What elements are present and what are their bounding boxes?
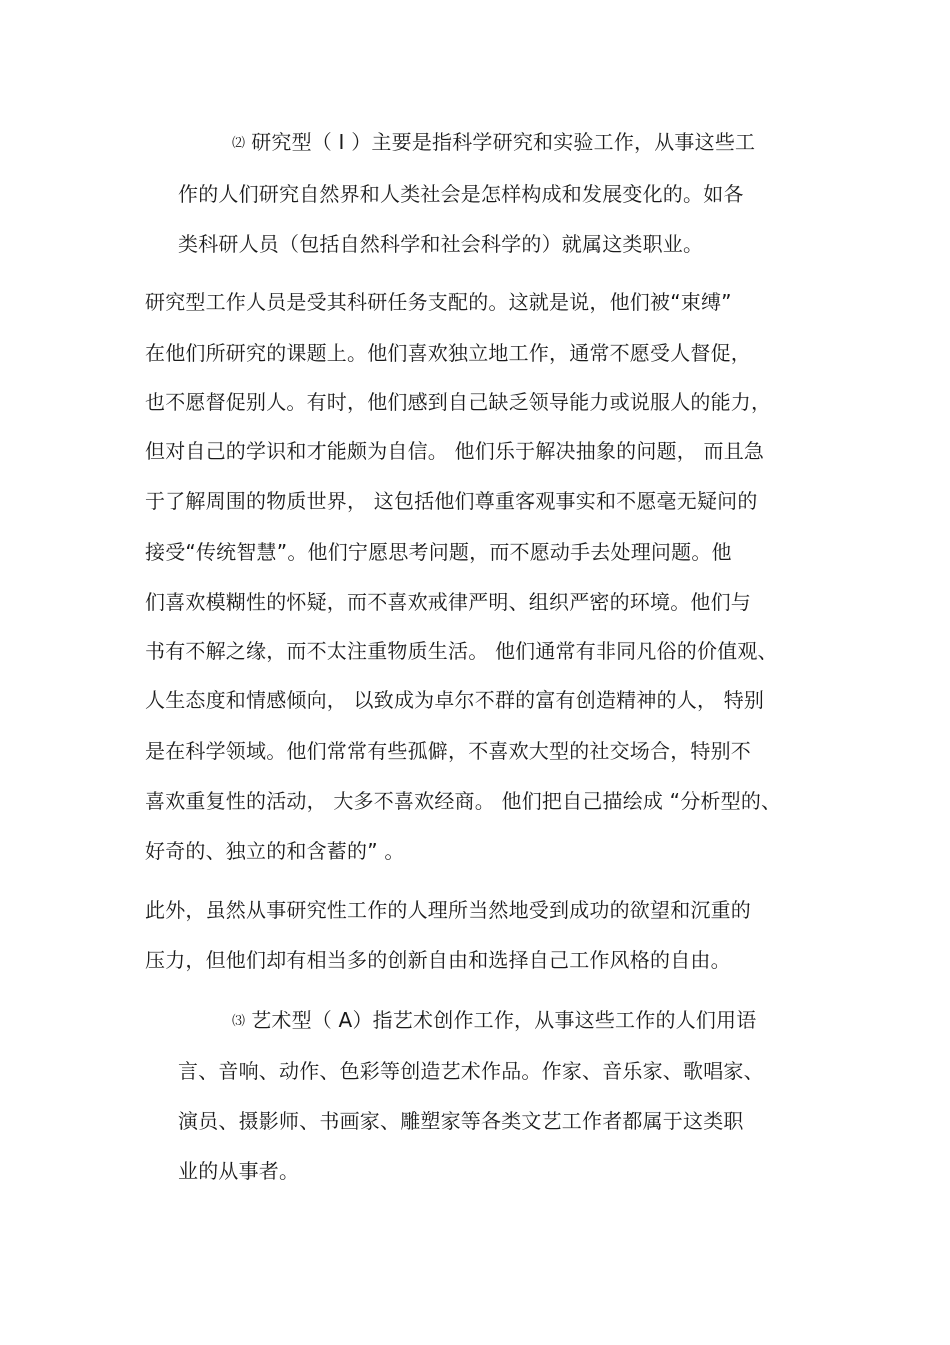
paragraph-traits-line-1: 研究型工作人员是受其科研任务支配的。这就是说，他们被“束缚” [145, 290, 732, 314]
line-text: 研究型（ I ）主要是指科学研究和实验工作，从事这些工 [251, 130, 756, 154]
paragraph-artistic-line-2: 言、音响、动作、色彩等创造艺术作品。作家、音乐家、歌唱家、 [178, 1059, 764, 1083]
paragraph-traits-line-12: 好奇的、独立的和含蓄的” 。 [145, 839, 405, 863]
line-text: 艺术型（ A）指艺术创作工作，从事这些工作的人们用语 [251, 1008, 757, 1032]
list-marker: ⑵ [232, 136, 246, 151]
paragraph-research-line-1 [232, 129, 755, 157]
paragraph-traits-line-6: 接受“传统智慧”。他们宁愿思考问题，而不愿动手去处理问题。他 [145, 540, 732, 564]
paragraph-research-line-3: 类科研人员（包括自然科学和社会科学的）就属这类职业。 [178, 232, 704, 256]
paragraph-traits-line-8: 书有不解之缘，而不太注重物质生活。 他们通常有非同凡俗的价值观、 [145, 639, 778, 663]
paragraph-traits-line-10: 是在科学领域。他们常常有些孤僻，不喜欢大型的社交场合，特别不 [145, 739, 751, 763]
list-marker: ⑶ [232, 1014, 246, 1029]
paragraph-freedom-line-1: 此外，虽然从事研究性工作的人理所当然地受到成功的欲望和沉重的 [145, 898, 751, 922]
paragraph-artistic-line-3: 演员、摄影师、书画家、雕塑家等各类文艺工作者都属于这类职 [178, 1109, 744, 1133]
paragraph-traits-line-5: 于了解周围的物质世界， 这包括他们尊重客观事实和不愿毫无疑问的 [145, 489, 758, 513]
paragraph-artistic-line-1 [232, 1007, 756, 1035]
paragraph-traits-line-7: 们喜欢模糊性的怀疑，而不喜欢戒律严明、组织严密的环境。他们与 [145, 590, 751, 614]
paragraph-traits-line-2: 在他们所研究的课题上。他们喜欢独立地工作，通常不愿受人督促， [145, 341, 751, 365]
paragraph-traits-line-11: 喜欢重复性的活动， 大多不喜欢经商。 他们把自己描绘成 “分析型的、 [145, 789, 782, 813]
paragraph-traits-line-9: 人生态度和情感倾向， 以致成为卓尔不群的富有创造精神的人， 特别 [145, 688, 765, 712]
paragraph-traits-line-3: 也不愿督促别人。有时，他们感到自己缺乏领导能力或说服人的能力， [145, 390, 772, 414]
paragraph-research-line-2: 作的人们研究自然界和人类社会是怎样构成和发展变化的。如各 [178, 182, 744, 206]
paragraph-artistic-line-4: 业的从事者。 [178, 1159, 300, 1183]
paragraph-traits-line-4: 但对自己的学识和才能颇为自信。 他们乐于解决抽象的问题， 而且急 [145, 439, 765, 463]
paragraph-freedom-line-2: 压力，但他们却有相当多的创新自由和选择自己工作风格的自由。 [145, 948, 731, 972]
